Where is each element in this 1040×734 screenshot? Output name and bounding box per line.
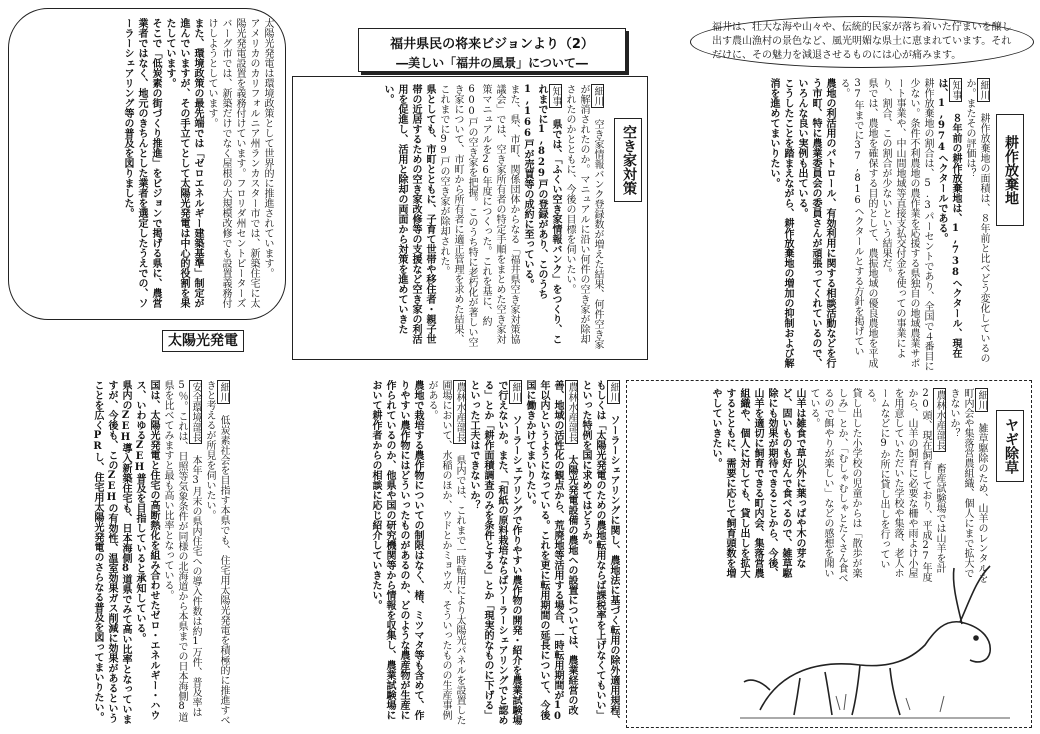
zeh-q-tag: 細川 [218,382,229,402]
goat-a2: 貸し出した小学校の児童からは「散歩が楽しみ」とか、「むしゃむしゃとたくさん食べるので餌やりが楽しい」などの感想を聞いている。 [808,388,861,583]
sharing-q2-tag: 細川 [510,382,521,402]
farmland-a4: 農地の利活用のパトロール、有効利用に関する相談活動などを行う市町、特に農業委員会の委員さんが頑張ってくれているので、いろんな良い実例も出ている。 [796,78,835,368]
farmland-heading: 耕作放棄地 [996,114,1024,226]
goat-illustration [740,560,1010,720]
vacant-a-tag: 知事 [550,86,561,106]
zeh-a2: 国は、太陽光発電と住宅の高断熱化を組み合わせたゼロ・エネルギー・ハウス、いわゆるZEH普及を目指していると承知している。 [134,380,159,720]
sharing-q2: ソーラーシェアリングで作りやすい農作物の開発・紹介を農業試験場で行えないか。また、「和紙の原料栽培ならばソーラーシェアリングでと認める」とか「耕作面積調査のみを条件とする」とか「現実的なものに下げる」といった工夫はできないか？ [468,380,521,725]
sharing-a2-tag: 農林水産部長 [454,382,465,442]
zeh-a-tag: 安全環境部長 [190,382,201,442]
goat-text [640,388,988,584]
vacant-heading: 空き家対策 [614,118,642,202]
goat-a-tag: 農林水産部長 [934,390,945,450]
farmland-text [656,78,990,374]
page-subtitle: ―美しい「福井の風景」について― [396,56,588,70]
vacant-a2: また、県、市町、関係団体からなる「福井県空き家対策協議会」では、空き家所有者の特定手順をまとめた空き家対策マニュアルを26年度につくった。これを基に、約600戸の空き家を把握。このうち特に老朽化が著しい空き家について、市町から所有者に適正管理を求めた結果、これまでに99戸の空き家が除却された。 [438,84,519,347]
solar-label: 太陽光発電 [162,330,244,352]
solar-p2: アメリカのカリフォルニア州ランカスター市では、新築住宅に太陽光発電設置を義務付けています。フロリダ州セントピーターズバーグ市では、新築だけでなく屋根の大規模改修でも設置義務付けしようとしています。 [206,18,259,308]
solar-p3: また、環境政策の最先端では「ゼロエネルギー建築基準」制定が進んでいますが、その手立てとして太陽光発電は中心的役割を果たしています。 [164,18,203,308]
farmland-q-tag: 細川 [978,80,989,100]
sharing-a2: 県内では、これまで一時転用により太陽光パネルを設置した圃場において、水稲のほか、ウドとかミョウガ、そういったものの生産事例がある。 [426,380,465,725]
sharing-q-tag: 細川 [608,382,619,402]
intro-text: 福井は、壮大な海や山々や、伝統的民家が落ち着いた佇まいを醸し出す農山漁村の景色など、風光明媚な県土に恵まれています。それだけに、その魅力を減退させるものには心が痛みます。 [712,22,1012,61]
sharing-a1: 太陽光発電設備の農地への設置については、農業経営の改善、地域の活性化の観点から、荒廃地等活用する場合、一時転用期間が10年以内というようになっている。これを更に転用期間の延長について、今後国に働きかけてまいりたい。 [524,380,577,722]
vacant-a1: 県では、「ふくい空き家情報バンク」をつくり、これまでに1,829戸の登録があり、このうち1,166戸が売買等の成約に至っている。 [522,84,561,344]
goat-a3: 山羊は雑食で草以外に葉っぱや木の芽など、固いものも好んで食べるので、雑草駆除にも効果が期待できることから、今後、山羊を適切に飼育できる町内会、集落営農組織や、個人に対しても、貸し出しを拡大するとともに、需要に応じて飼育頭数を増やしていきたい。 [710,388,805,578]
farmland-a-tag: 知事 [950,80,961,100]
farmland-a2: 耕作放棄地の割合は、5.3パーセントであり、全国で４番目に少ない。条件不利農地の農作業を応援する県独自の地域農業サポート事業や、中山間地域等直接支払交付金を使っての事業により、割合、この割合が少ないという結果だ。 [880,78,933,371]
sharing-a-tag: 農林水産部長 [566,382,577,442]
page-title: 福井県民の将来ビジョンより（2） [390,37,594,52]
sharing-a3: 農地で栽培する農作物についての制限はなく、楮、ミツマタ等も含めて、作りやすい農作物にはどういったものがあるのか、どのような農産物が生産に作られているのか、他県や国の研究機関等から情報を収集し、農業試験場において耕作者からの相談に応じ紹介していきたい。 [370,380,423,720]
zeh-q1: 低炭素社会を目指す本県でも、住宅用太陽光発電を積極的に推進すべきと考えるが所見を伺いたい。 [204,380,229,725]
vacant-q1: 空き家情報バンク登録数が増えた結果、何件空き家が解消されたのか。マニュアルに沿い何件の空き家が除却されたのかとともに、今後の目標を伺いたい。 [564,84,603,349]
goat-q1: 雑草駆除のため、山羊のレンタルを町内会や集落営農組織、個人にまで拡大できないか？ [948,388,987,583]
zeh-text [8,380,230,726]
zeh-a3: 県内のZEH導入新築住宅も、日本海側8道県でみて高い比率となっていますが、今後も、このZEHの有効性、温室効果ガス削減に効果があるということを広くPRし、住宅用太陽光発電のさらなる普及を図ってまいりたい。 [92,380,131,724]
sharing-q1: ソーラーシェアリングに関し、農地法に基づく転用の除外適用規程、もしくは「太陽光発電のための農地転用ならば課税率を上げなくてもいい」といった特例を国に求めてはどうか。 [580,380,619,725]
title-box [358,28,626,72]
solar-left-text [22,18,274,308]
goat-heading: ヤギ除草 [996,410,1024,482]
solar-sharing-text [234,380,620,726]
solar-p4: そこで「低炭素の街づくり推進」をビジョンで掲げる県に、農営業者ではなく、地元のきちんとした業者を選定したうえでの、ソーラーシェアリング等の普及を図りました。 [122,18,161,308]
farmland-a3: 県では、農地を確保する目的として、農振地域の優良農地を平成37年までに37,816ヘクタールとする方針を掲げている。 [838,78,877,368]
vacant-text [298,84,604,350]
vacant-a3: 県としても、市町とともに、子育て世帯や移住者・親子世帯の近居するための空き家改修等の支援など空き家の利活用を促進し、活用と除却の両面から対策を進めていきたい。 [382,84,435,344]
goat-a1: 畜産試験場では山羊を計20頭、現在飼育しており、平成27年度から、山羊の飼育に必要な柵や雨よけ小屋を用意していただいた学校や集落、老人ホームなどに9か所に貸し出しを行っている。 [864,388,945,582]
farmland-q1: 耕作放棄地の面積は、８年前と比べどう変化しているのか。またその評価は？ [964,78,989,363]
solar-p1: 太陽光発電は環境政策として世界的に推進されています。 [262,18,273,278]
zeh-a1: 本年3月末の県内住宅への導入件数は約1万件、普及率は5％。これは、日照等気象条件が同様の北海道から本県までの日本海側8道県を比べてみますと最も高い比率となっている。 [162,380,201,722]
intro-bubble [690,16,1034,68]
vacant-q-tag: 細川 [592,86,603,106]
goat-q-tag: 細川 [976,390,987,410]
farmland-a1: ８年前の耕作放棄地は、1,738ヘクタール、現在は、1,974ヘクタールである。 [936,78,961,358]
farmland-a5: こうしたことを踏まえながら、耕作放棄地の増加の抑制および解消を進めてまいりたい。 [768,78,793,368]
